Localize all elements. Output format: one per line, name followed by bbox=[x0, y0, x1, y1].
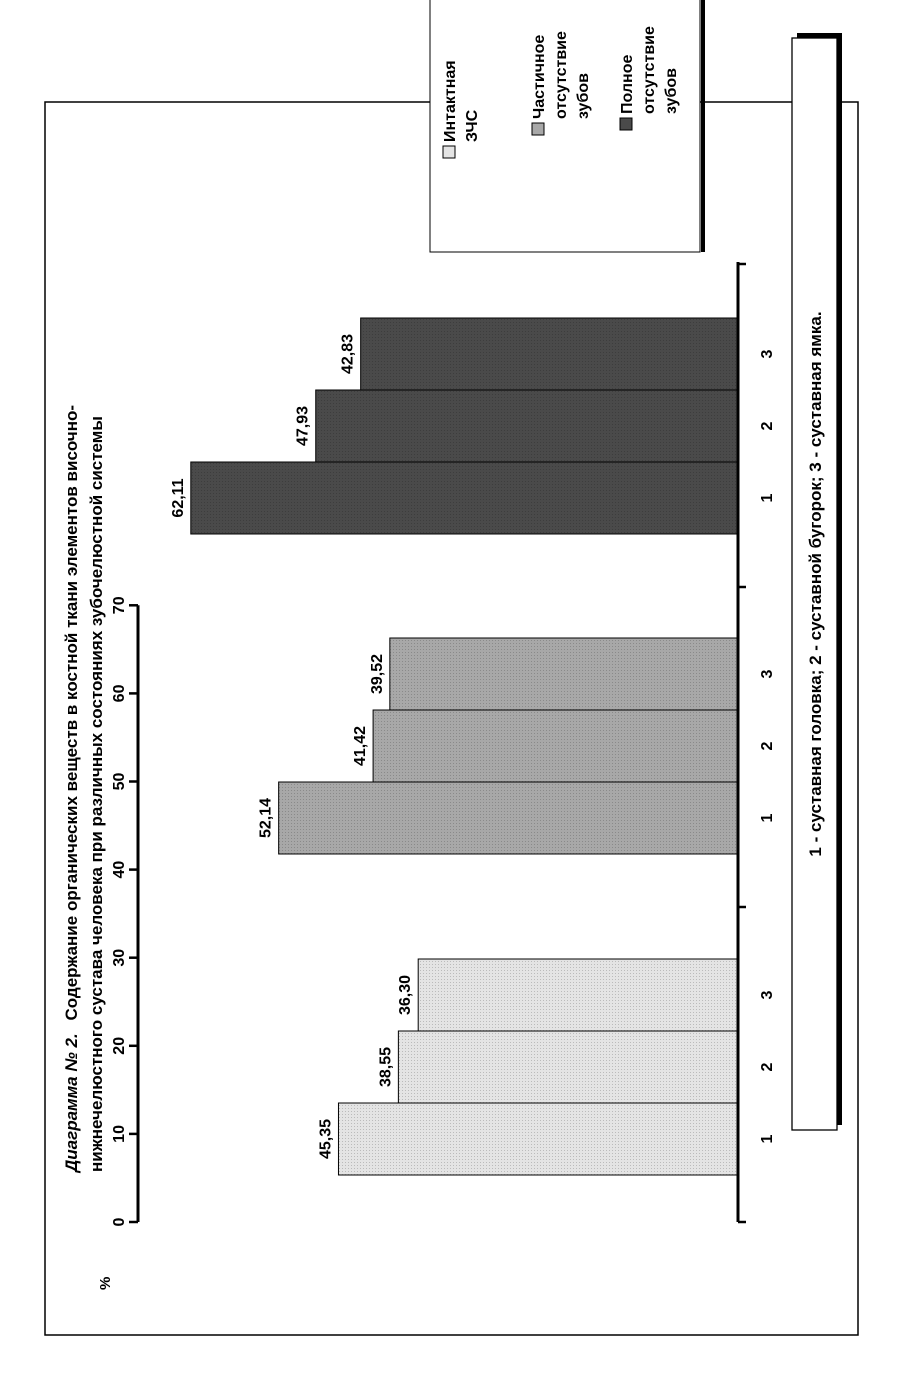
footnote-text: 1 - суставная головка; 2 - суставной бугорок; 3 - суставная ямка. bbox=[806, 311, 825, 857]
bar-value-label: 41,42 bbox=[352, 725, 370, 767]
bar-value-label: 36,30 bbox=[397, 974, 415, 1016]
legend-label: Частичное bbox=[531, 34, 548, 119]
y-axis-label: % bbox=[97, 1276, 114, 1290]
y-tick-label: 50 bbox=[111, 772, 128, 791]
y-tick-label: 0 bbox=[111, 1217, 128, 1227]
y-tick-label: 10 bbox=[111, 1125, 128, 1143]
legend-label: отсутствие bbox=[553, 31, 570, 119]
bar-value-label: 45,35 bbox=[317, 1118, 335, 1160]
bar-texture bbox=[390, 638, 738, 710]
x-axis bbox=[738, 262, 746, 1222]
chart-title-line-1 bbox=[62, 405, 81, 1174]
bar-value-label: 52,14 bbox=[257, 797, 275, 839]
y-tick-label: 60 bbox=[111, 684, 128, 703]
legend-swatch bbox=[532, 123, 544, 135]
bar-value-label: 39,52 bbox=[368, 653, 386, 695]
legend-swatch bbox=[620, 118, 632, 130]
category-label: 2 bbox=[759, 421, 776, 431]
category-label: 1 bbox=[759, 493, 776, 503]
bar-value-label: 38,55 bbox=[377, 1046, 395, 1088]
bar-texture bbox=[418, 959, 738, 1031]
legend-swatch bbox=[443, 146, 455, 158]
bar-texture bbox=[279, 782, 738, 854]
bar-texture bbox=[338, 1103, 738, 1175]
legend-label: отсутствие bbox=[641, 26, 658, 114]
legend bbox=[430, 0, 706, 252]
bar-texture bbox=[361, 318, 738, 390]
chart-title-line-2: нижнечелюстного сустава человека при различных состояниях зубочелюстной системы bbox=[87, 416, 106, 1172]
y-tick-label: 20 bbox=[111, 1036, 128, 1055]
category-label: 3 bbox=[759, 669, 776, 679]
y-tick-label: 40 bbox=[111, 860, 128, 879]
category-label: 3 bbox=[759, 990, 776, 1000]
legend-label: ЗЧС bbox=[464, 109, 481, 142]
bar-texture bbox=[398, 1031, 738, 1103]
category-label: 1 bbox=[759, 1134, 776, 1144]
legend-label: Полное bbox=[619, 54, 636, 114]
category-label: 3 bbox=[759, 349, 776, 359]
legend-label: зубов bbox=[575, 73, 592, 119]
bar-value-label: 47,93 bbox=[294, 405, 312, 447]
bar-value-label: 62,11 bbox=[169, 478, 187, 518]
bar-texture bbox=[191, 462, 738, 534]
y-tick-label: 70 bbox=[111, 596, 128, 615]
bars bbox=[170, 318, 776, 1175]
chart-title-prefix: Диаграмма № 2. bbox=[62, 1033, 81, 1172]
category-label: 2 bbox=[759, 741, 776, 751]
y-tick-label: 30 bbox=[111, 948, 128, 967]
bar-value-label: 42,83 bbox=[339, 333, 357, 375]
y-axis bbox=[111, 596, 138, 1226]
bar-texture bbox=[316, 390, 738, 462]
category-label: 1 bbox=[759, 813, 776, 823]
bar-texture bbox=[373, 710, 738, 782]
legend-label: зубов bbox=[663, 68, 680, 114]
chart-title bbox=[62, 405, 106, 1174]
category-label: 2 bbox=[759, 1062, 776, 1072]
chart-title-text-1: Содержание органических веществ в костной ткани элементов височно- bbox=[62, 404, 81, 1021]
footnote-box bbox=[792, 33, 842, 1130]
legend-label: Интактная bbox=[442, 60, 459, 142]
